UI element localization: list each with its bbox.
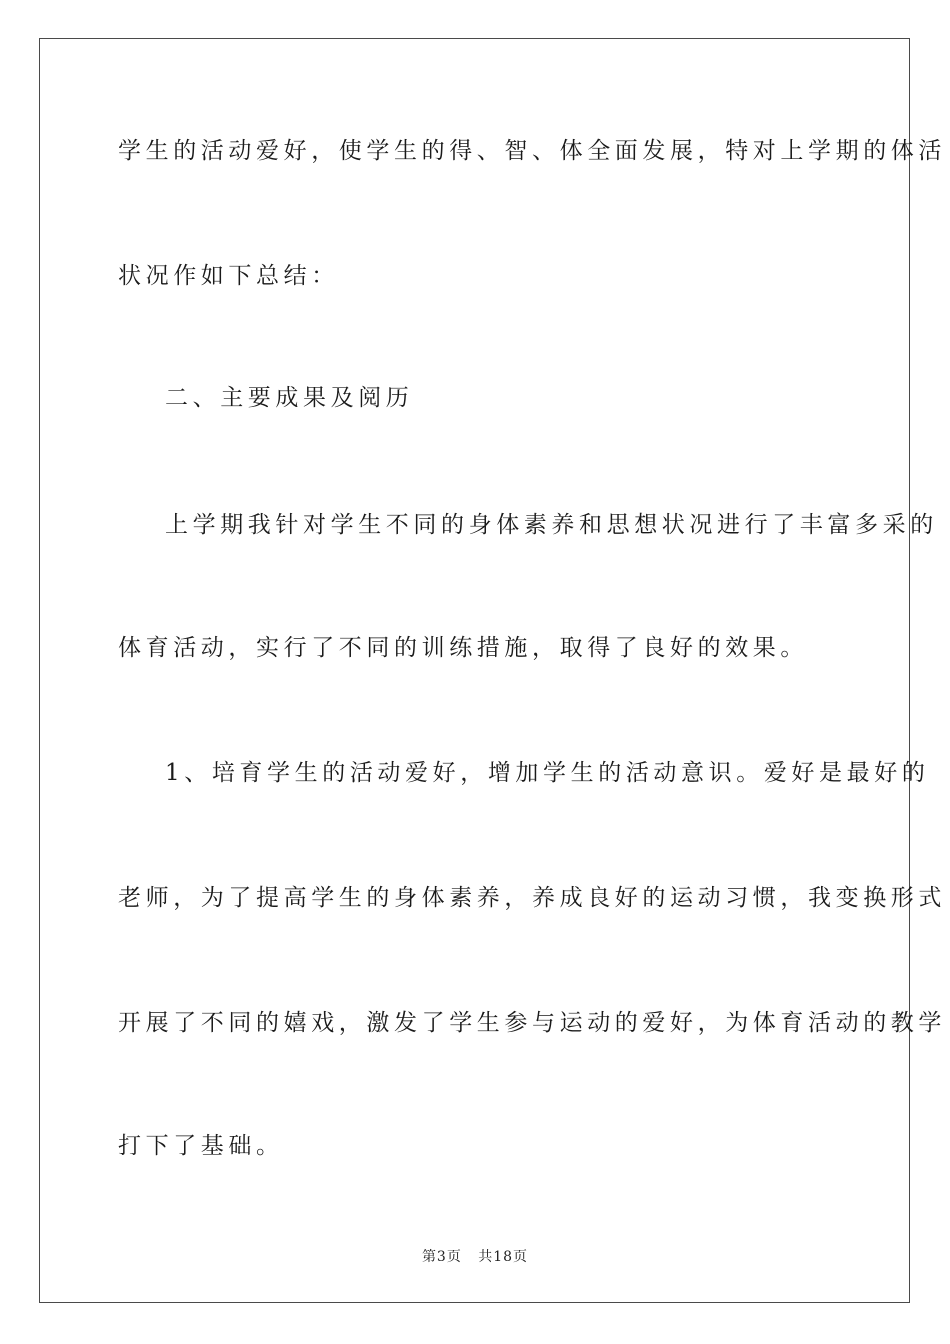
- page-footer: [0, 1248, 950, 1266]
- paragraph-line: 老师，为了提高学生的身体素养，养成良好的运动习惯，我变换形式: [118, 885, 946, 911]
- page-number: 第3页: [421, 1249, 462, 1265]
- section-heading: 二、主要成果及阅历: [165, 385, 414, 411]
- paragraph-line: 1、培育学生的活动爱好，增加学生的活动意识。爱好是最好的: [165, 760, 930, 786]
- page-total: 共18页: [478, 1249, 529, 1265]
- paragraph-line: 打下了基础。: [118, 1133, 284, 1159]
- paragraph-line: 上学期我针对学生不同的身体素养和思想状况进行了丰富多采的: [165, 512, 938, 538]
- paragraph-line: 体育活动，实行了不同的训练措施，取得了良好的效果。: [118, 635, 808, 661]
- paragraph-line: 学生的活动爱好，使学生的得、智、体全面发展，特对上学期的体活: [118, 138, 946, 164]
- paragraph-line: 开展了不同的嬉戏，激发了学生参与运动的爱好，为体育活动的教学: [118, 1010, 946, 1036]
- page-frame: [39, 38, 910, 1303]
- paragraph-line: 状况作如下总结：: [118, 263, 339, 289]
